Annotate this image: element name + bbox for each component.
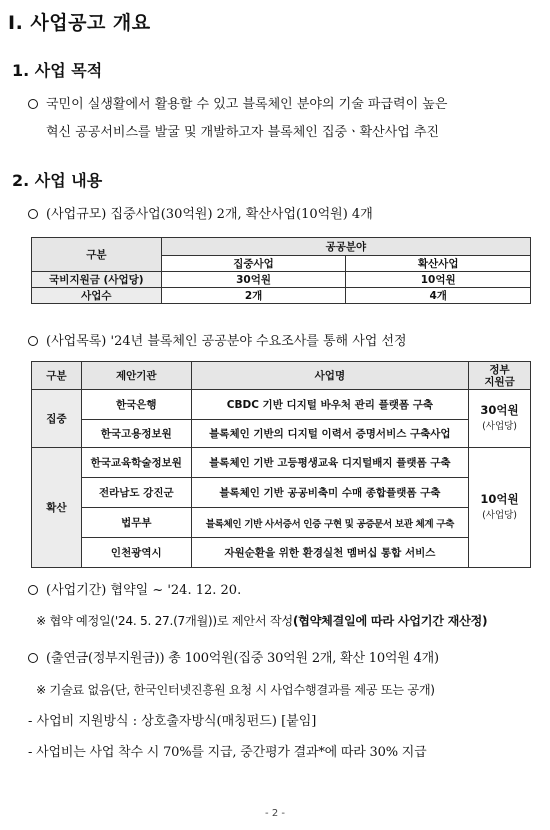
table-row: 국비지원금 (사업당) 30억원 10억원 (32, 272, 531, 288)
table-header-public: 공공분야 (161, 238, 530, 256)
table-header-category: 구분 (32, 362, 82, 390)
list-line: (사업목록) '24년 블록체인 공공분야 수요조사를 통해 사업 선정 (28, 331, 407, 353)
table-row: 전라남도 강진군 블록체인 기반 공공비축미 수매 종합플랫폼 구축 (32, 478, 531, 508)
purpose-line-1: 국민이 실생활에서 활용할 수 있고 블록체인 분야의 기술 파급력이 높은 (28, 94, 447, 116)
table-header-category: 구분 (32, 238, 162, 272)
table-header-org: 제안기관 (81, 362, 191, 390)
table-header-diffusion: 확산사업 (346, 256, 531, 272)
payment-line: - 사업비는 사업 착수 시 70%를 지급, 중간평가 결과*에 따라 30% 지급 (28, 745, 427, 760)
table-header-name: 사업명 (191, 362, 468, 390)
fund-concentrated: 30억원 (사업당) (469, 390, 531, 448)
section-title: Ⅰ. 사업공고 개요 (8, 12, 151, 34)
fund-line: (출연금(정부지원금)) 총 100억원(집중 30억원 2개, 확산 10억원 4개) (28, 648, 439, 670)
table-row: 인천광역시 자원순환을 위한 환경실천 멤버십 통합 서비스 (32, 538, 531, 568)
period-line: (사업기간) 협약일 ~ '24. 12. 20. (28, 580, 241, 602)
table-row: 법무부 블록체인 기반 사서증서 인증 구현 및 공증문서 보관 체계 구축 (32, 508, 531, 538)
circle-bullet-icon (28, 99, 38, 109)
table-header-fund: 정부 지원금 (469, 362, 531, 390)
support-method-line: - 사업비 지원방식 : 상호출자방식(매칭펀드) [붙임] (28, 714, 317, 729)
table-row: 사업수 2개 4개 (32, 288, 531, 304)
page-number: - 2 - (265, 808, 285, 819)
table-row: 한국고용정보원 블록체인 기반의 디지털 이력서 증명서비스 구축사업 (32, 420, 531, 448)
category-diffusion: 확산 (32, 448, 82, 568)
period-note: ※ 협약 예정일('24. 5. 27.(7개월))로 제안서 작성(협약체결일에 따라 사업기간 재산정) (36, 614, 488, 628)
heading-purpose: 1. 사업 목적 (12, 61, 103, 80)
table-header-concentrated: 집중사업 (161, 256, 346, 272)
project-table (31, 361, 531, 568)
scale-line: (사업규모) 집중사업(30억원) 2개, 확산사업(10억원) 4개 (28, 204, 373, 226)
heading-content: 2. 사업 내용 (12, 171, 103, 190)
circle-bullet-icon (28, 585, 38, 595)
circle-bullet-icon (28, 209, 38, 219)
circle-bullet-icon (28, 336, 38, 346)
fund-note: ※ 기술료 없음(단, 한국인터넷진흥원 요청 시 사업수행결과를 제공 또는 공개) (36, 683, 435, 697)
category-concentrated: 집중 (32, 390, 82, 448)
table-row: 집중 한국은행 CBDC 기반 디지털 바우처 관리 플랫폼 구축 30억원 (사업당) (32, 390, 531, 420)
scale-table (31, 237, 531, 304)
table-row: 확산 한국교육학술정보원 블록체인 기반 고등평생교육 디지털배지 플랫폼 구축 10억원 (사업당) (32, 448, 531, 478)
circle-bullet-icon (28, 653, 38, 663)
fund-diffusion: 10억원 (사업당) (469, 448, 531, 568)
purpose-line-2: 혁신 공공서비스를 발굴 및 개발하고자 블록체인 집중ㆍ확산사업 추진 (46, 125, 440, 140)
